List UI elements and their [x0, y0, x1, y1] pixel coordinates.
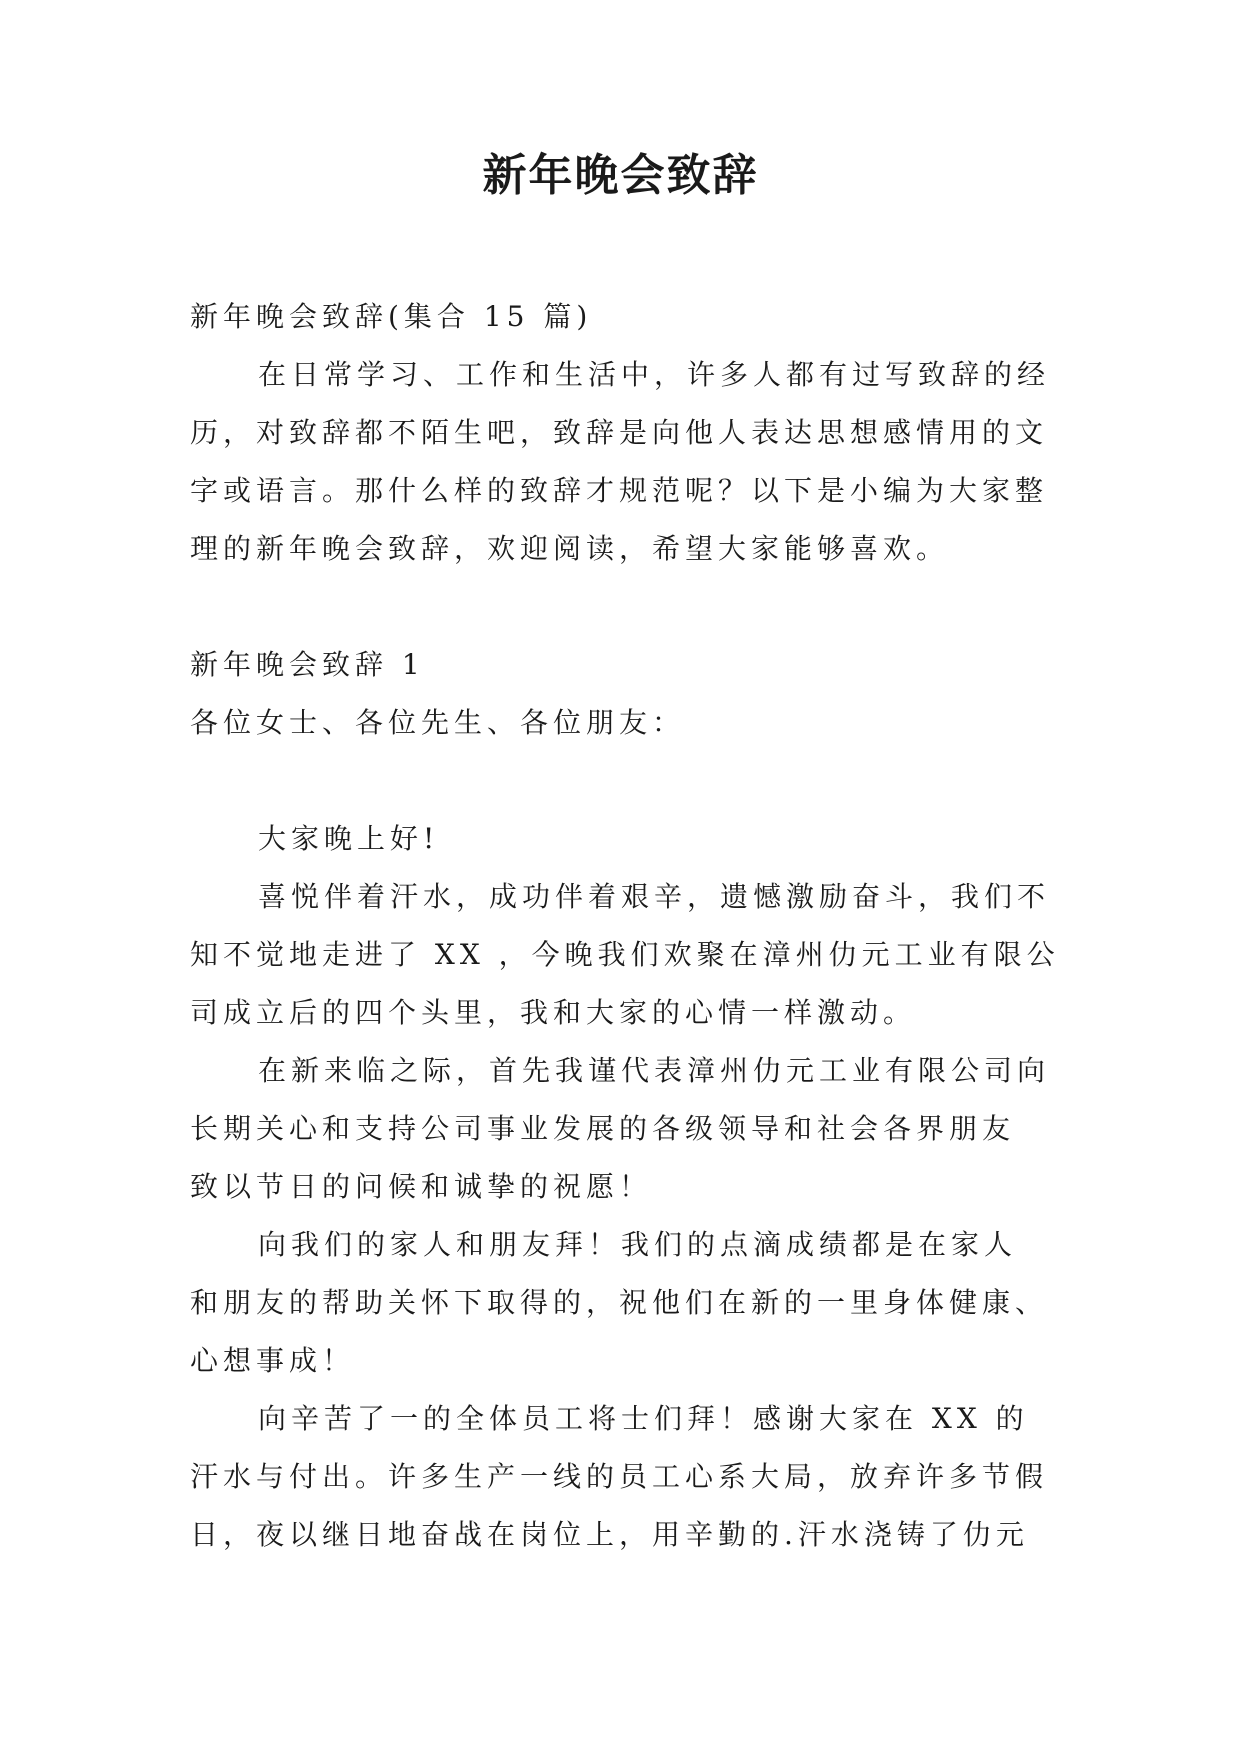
- page-title: 新年晚会致辞: [482, 150, 759, 201]
- text-line: 向辛苦了一的全体员工将士们拜！感谢大家在 XX 的: [258, 1402, 1029, 1435]
- text-line: 喜悦伴着汗水，成功伴着艰辛，遗憾激励奋斗，我们不: [258, 880, 1051, 913]
- text-line: 新年晚会致辞(集合 15 篇): [190, 300, 593, 333]
- text-line: 在新来临之际，首先我谨代表漳州仂元工业有限公司向: [258, 1054, 1051, 1087]
- text-line: 汗水与付出。许多生产一线的员工心系大局，放弃许多节假: [190, 1460, 1049, 1493]
- text-line: 司成立后的四个头里，我和大家的心情一样激动。: [190, 996, 917, 1029]
- document-body: [190, 288, 1060, 1564]
- text-line: 知不觉地走进了 XX ，今晚我们欢聚在漳州仂元工业有限公: [190, 938, 1060, 971]
- text-line: 向我们的家人和朋友拜！我们的点滴成绩都是在家人: [258, 1228, 1018, 1261]
- paragraph-gap: [190, 752, 1060, 810]
- text-line: 和朋友的帮助关怀下取得的，祝他们在新的一里身体健康、: [190, 1286, 1049, 1319]
- text-line: 在日常学习、工作和生活中，许多人都有过写致辞的经: [258, 358, 1051, 391]
- text-line: 新年晚会致辞 1: [190, 648, 425, 681]
- text-line: 字或语言。那什么样的致辞才规范呢？以下是小编为大家整: [190, 474, 1049, 507]
- text-line: 长期关心和支持公司事业发展的各级领导和社会各界朋友: [190, 1112, 1016, 1145]
- text-line: 历，对致辞都不陌生吧，致辞是向他人表达思想感情用的文: [190, 416, 1049, 449]
- paragraph-gap: [190, 578, 1060, 636]
- text-line: 理的新年晚会致辞，欢迎阅读，希望大家能够喜欢。: [190, 532, 950, 565]
- text-line: 大家晚上好!: [258, 822, 440, 855]
- text-line: 致以节日的问候和诚挚的祝愿！: [190, 1170, 653, 1203]
- text-line: 各位女士、各位先生、各位朋友：: [190, 706, 686, 739]
- text-line: 心想事成！: [190, 1344, 356, 1377]
- text-line: 日，夜以继日地奋战在岗位上，用辛勤的.汗水浇铸了仂元: [190, 1518, 1029, 1551]
